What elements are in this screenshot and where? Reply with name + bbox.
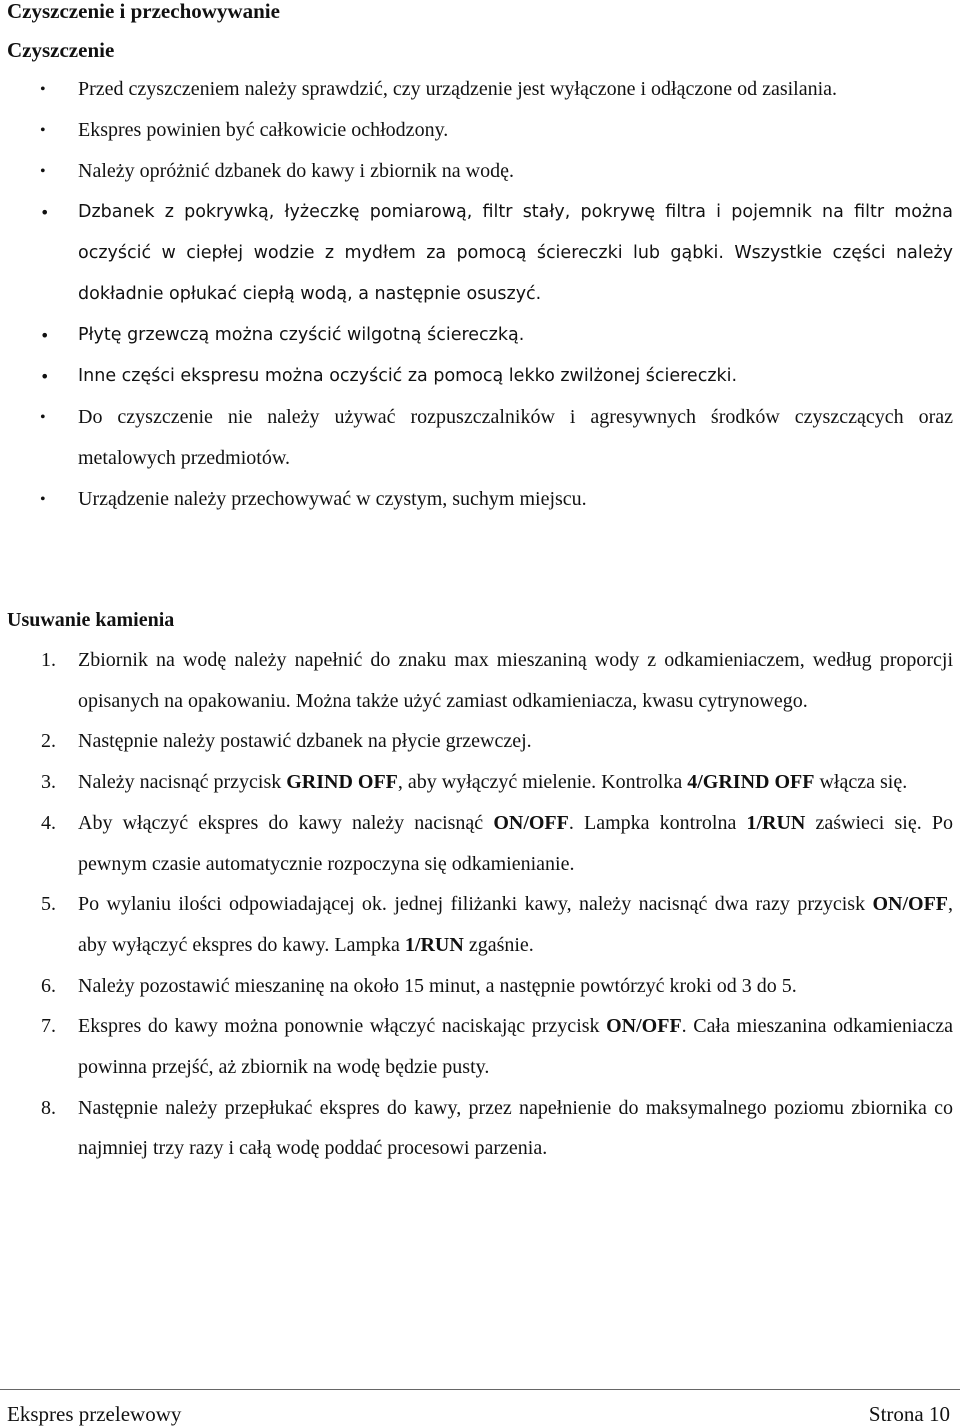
step-number: 7. xyxy=(41,1015,56,1038)
descaling-step: 8. Następnie należy przepłukać ekspres do kawy, przez napełnienie do maksymalnego poziomu zbiornika co najmniej trzy razy i całą wodę poddać procesowi parzenia. xyxy=(7,1088,953,1169)
cleaning-item: • Płytę grzewczą można czyścić wilgotną ściereczką. xyxy=(7,315,953,356)
cleaning-item: • Ekspres powinien być całkowicie ochłodzony. xyxy=(7,110,953,151)
bullet-marker: • xyxy=(40,122,46,139)
bullet-marker: • xyxy=(40,326,50,345)
button-reference: GRIND OFF xyxy=(286,771,398,794)
step-number: 5. xyxy=(41,893,56,916)
step-number: 4. xyxy=(41,811,56,834)
cleaning-item: • Dzbanek z pokrywką, łyżeczkę pomiarową, filtr stały, pokrywę filtra i pojemnik na filtr można oczyścić w ciepłej wodzie z mydłem za pomocą ściereczki lub gąbki. Wszystkie części należy dokładnie opłukać ciepłą wodą, a następnie osuszyć. xyxy=(7,192,953,315)
bullet-marker: • xyxy=(40,163,46,180)
button-reference: ON/OFF xyxy=(493,811,569,834)
cleaning-item: • Należy opróżnić dzbanek do kawy i zbiornik na wodę. xyxy=(7,151,953,192)
cleaning-list xyxy=(7,69,953,520)
descaling-step: 7. Ekspres do kawy można ponownie włączyć naciskając przycisk ON/OFF. Cała mieszanina odkamieniacza powinna przejść, aż zbiornik na wodę będzie pusty. xyxy=(7,1006,953,1087)
cleaning-item: • Do czyszczenie nie należy używać rozpuszczalników i agresywnych środków czyszczących oraz metalowych przedmiotów. xyxy=(7,397,953,479)
cleaning-item: • Urządzenie należy przechowywać w czystym, suchym miejscu. xyxy=(7,479,953,520)
bullet-marker: • xyxy=(40,491,46,508)
descaling-step: 5. Po wylaniu ilości odpowiadającej ok. jednej filiżanki kawy, należy nacisnąć dwa razy przycisk ON/OFF, aby wyłączyć ekspres do kawy. Lampka 1/RUN zgaśnie. xyxy=(7,884,953,965)
footer-title: Ekspres przelewowy xyxy=(7,1402,182,1426)
descaling-step: 3. Należy nacisnąć przycisk GRIND OFF, aby wyłączyć mielenie. Kontrolka 4/GRIND OFF włącza się. xyxy=(7,762,953,803)
page-number: Strona 10 xyxy=(868,1402,950,1426)
button-reference: ON/OFF xyxy=(872,893,948,916)
cleaning-item: • Inne części ekspresu można oczyścić za pomocą lekko zwilżonej ściereczki. xyxy=(7,356,953,397)
bullet-marker: • xyxy=(40,367,50,386)
step-number: 1. xyxy=(41,649,56,671)
descaling-step: 4. Aby włączyć ekspres do kawy należy nacisnąć ON/OFF. Lampka kontrolna 1/RUN zaświeci się. Po pewnym czasie automatycznie rozpoczyna się odkamienianie. xyxy=(7,803,953,884)
descaling-steps xyxy=(7,640,953,1169)
step-number: 8. xyxy=(41,1096,56,1119)
step-number: 6. xyxy=(41,974,56,997)
cleaning-item: • Przed czyszczeniem należy sprawdzić, czy urządzenie jest wyłączone i odłączone od zasilania. xyxy=(7,69,953,110)
bullet-marker: • xyxy=(40,409,46,426)
button-reference: 4/GRIND OFF xyxy=(687,771,815,794)
footer-divider xyxy=(0,1389,960,1390)
step-number: 2. xyxy=(41,730,56,753)
button-reference: 1/RUN xyxy=(746,811,806,834)
button-reference: ON/OFF xyxy=(606,1015,682,1038)
descaling-heading: Usuwanie kamienia xyxy=(7,609,175,631)
bullet-marker: • xyxy=(40,203,50,222)
cleaning-heading: Czyszczenie xyxy=(7,38,115,62)
step-number: 3. xyxy=(41,771,56,794)
descaling-step: 2. Następnie należy postawić dzbanek na płycie grzewczej. xyxy=(7,721,953,762)
section-title: Czyszczenie i przechowywanie xyxy=(7,0,280,23)
descaling-step: 1. Zbiornik na wodę należy napełnić do znaku max mieszaniną wody z odkamieniaczem, według proporcji opisanych na opakowaniu. Można także użyć zamiast odkamieniacza, kwasu cytrynowego. xyxy=(7,640,953,721)
descaling-step: 6. Należy pozostawić mieszaninę na około 15 minut, a następnie powtórzyć kroki od 3 do 5. xyxy=(7,966,953,1007)
bullet-marker: • xyxy=(40,81,46,98)
button-reference: 1/RUN xyxy=(404,933,464,956)
